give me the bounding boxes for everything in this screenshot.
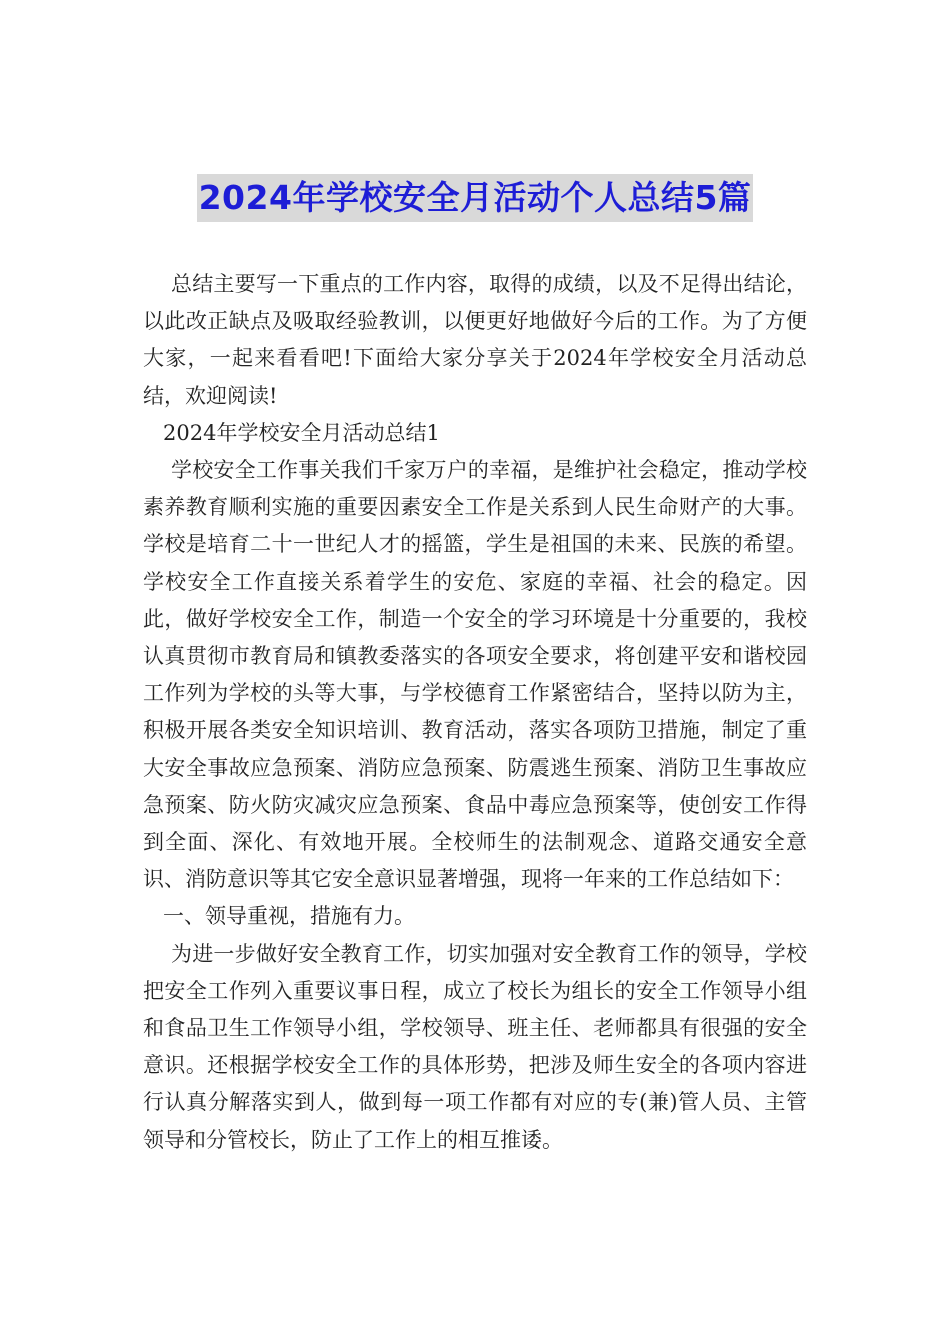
title-container: [0, 174, 950, 222]
subsection-heading-leadership: 一、领导重视，措施有力。: [163, 904, 415, 929]
section-heading-summary-1: 2024年学校安全月活动总结1: [163, 420, 440, 445]
document-body: [143, 266, 807, 1159]
body-paragraph: 学校安全工作事关我们千家万户的幸福，是维护社会稳定，推动学校素养教育顺利实施的重要因素安全工作是关系到人民生命财产的大事。学校是培育二十一世纪人才的摇篮，学生是祖国的未来、民族的希望。学校安全工作直接关系着学生的安危、家庭的幸福、社会的稳定。因此，做好学校安全工作，制造一个安全的学习环境是十分重要的，我校认真贯彻市教育局和镇教委落实的各项安全要求，将创建平安和谐校园工作列为学校的头等大事，与学校德育工作紧密结合，坚持以防为主，积极开展各类安全知识培训、教育活动，落实各项防卫措施，制定了重大安全事故应急预案、消防应急预案、防震逃生预案、消防卫生事故应急预案、防火防灾减灾应急预案、食品中毒应急预案等，使创安工作得到全面、深化、有效地开展。全校师生的法制观念、道路交通安全意识、消防意识等其它安全意识显著增强，现将一年来的工作总结如下：: [143, 458, 807, 892]
document-title: 2024年学校安全月活动个人总结5篇: [197, 174, 754, 222]
body-paragraph: 为进一步做好安全教育工作，切实加强对安全教育工作的领导，学校把安全工作列入重要议事日程，成立了校长为组长的安全工作领导小组和食品卫生工作领导小组，学校领导、班主任、老师都具有很强的安全意识。还根据学校安全工作的具体形势，把涉及师生安全的各项内容进行认真分解落实到人，做到每一项工作都有对应的专(兼)管人员、主管领导和分管校长，防止了工作上的相互推诿。: [143, 941, 807, 1152]
intro-paragraph: 总结主要写一下重点的工作内容，取得的成绩，以及不足得出结论，以此改正缺点及吸取经验教训，以便更好地做好今后的工作。为了方便大家，一起来看看吧!下面给大家分享关于2024年学校安全月活动总结，欢迎阅读!: [143, 272, 807, 408]
